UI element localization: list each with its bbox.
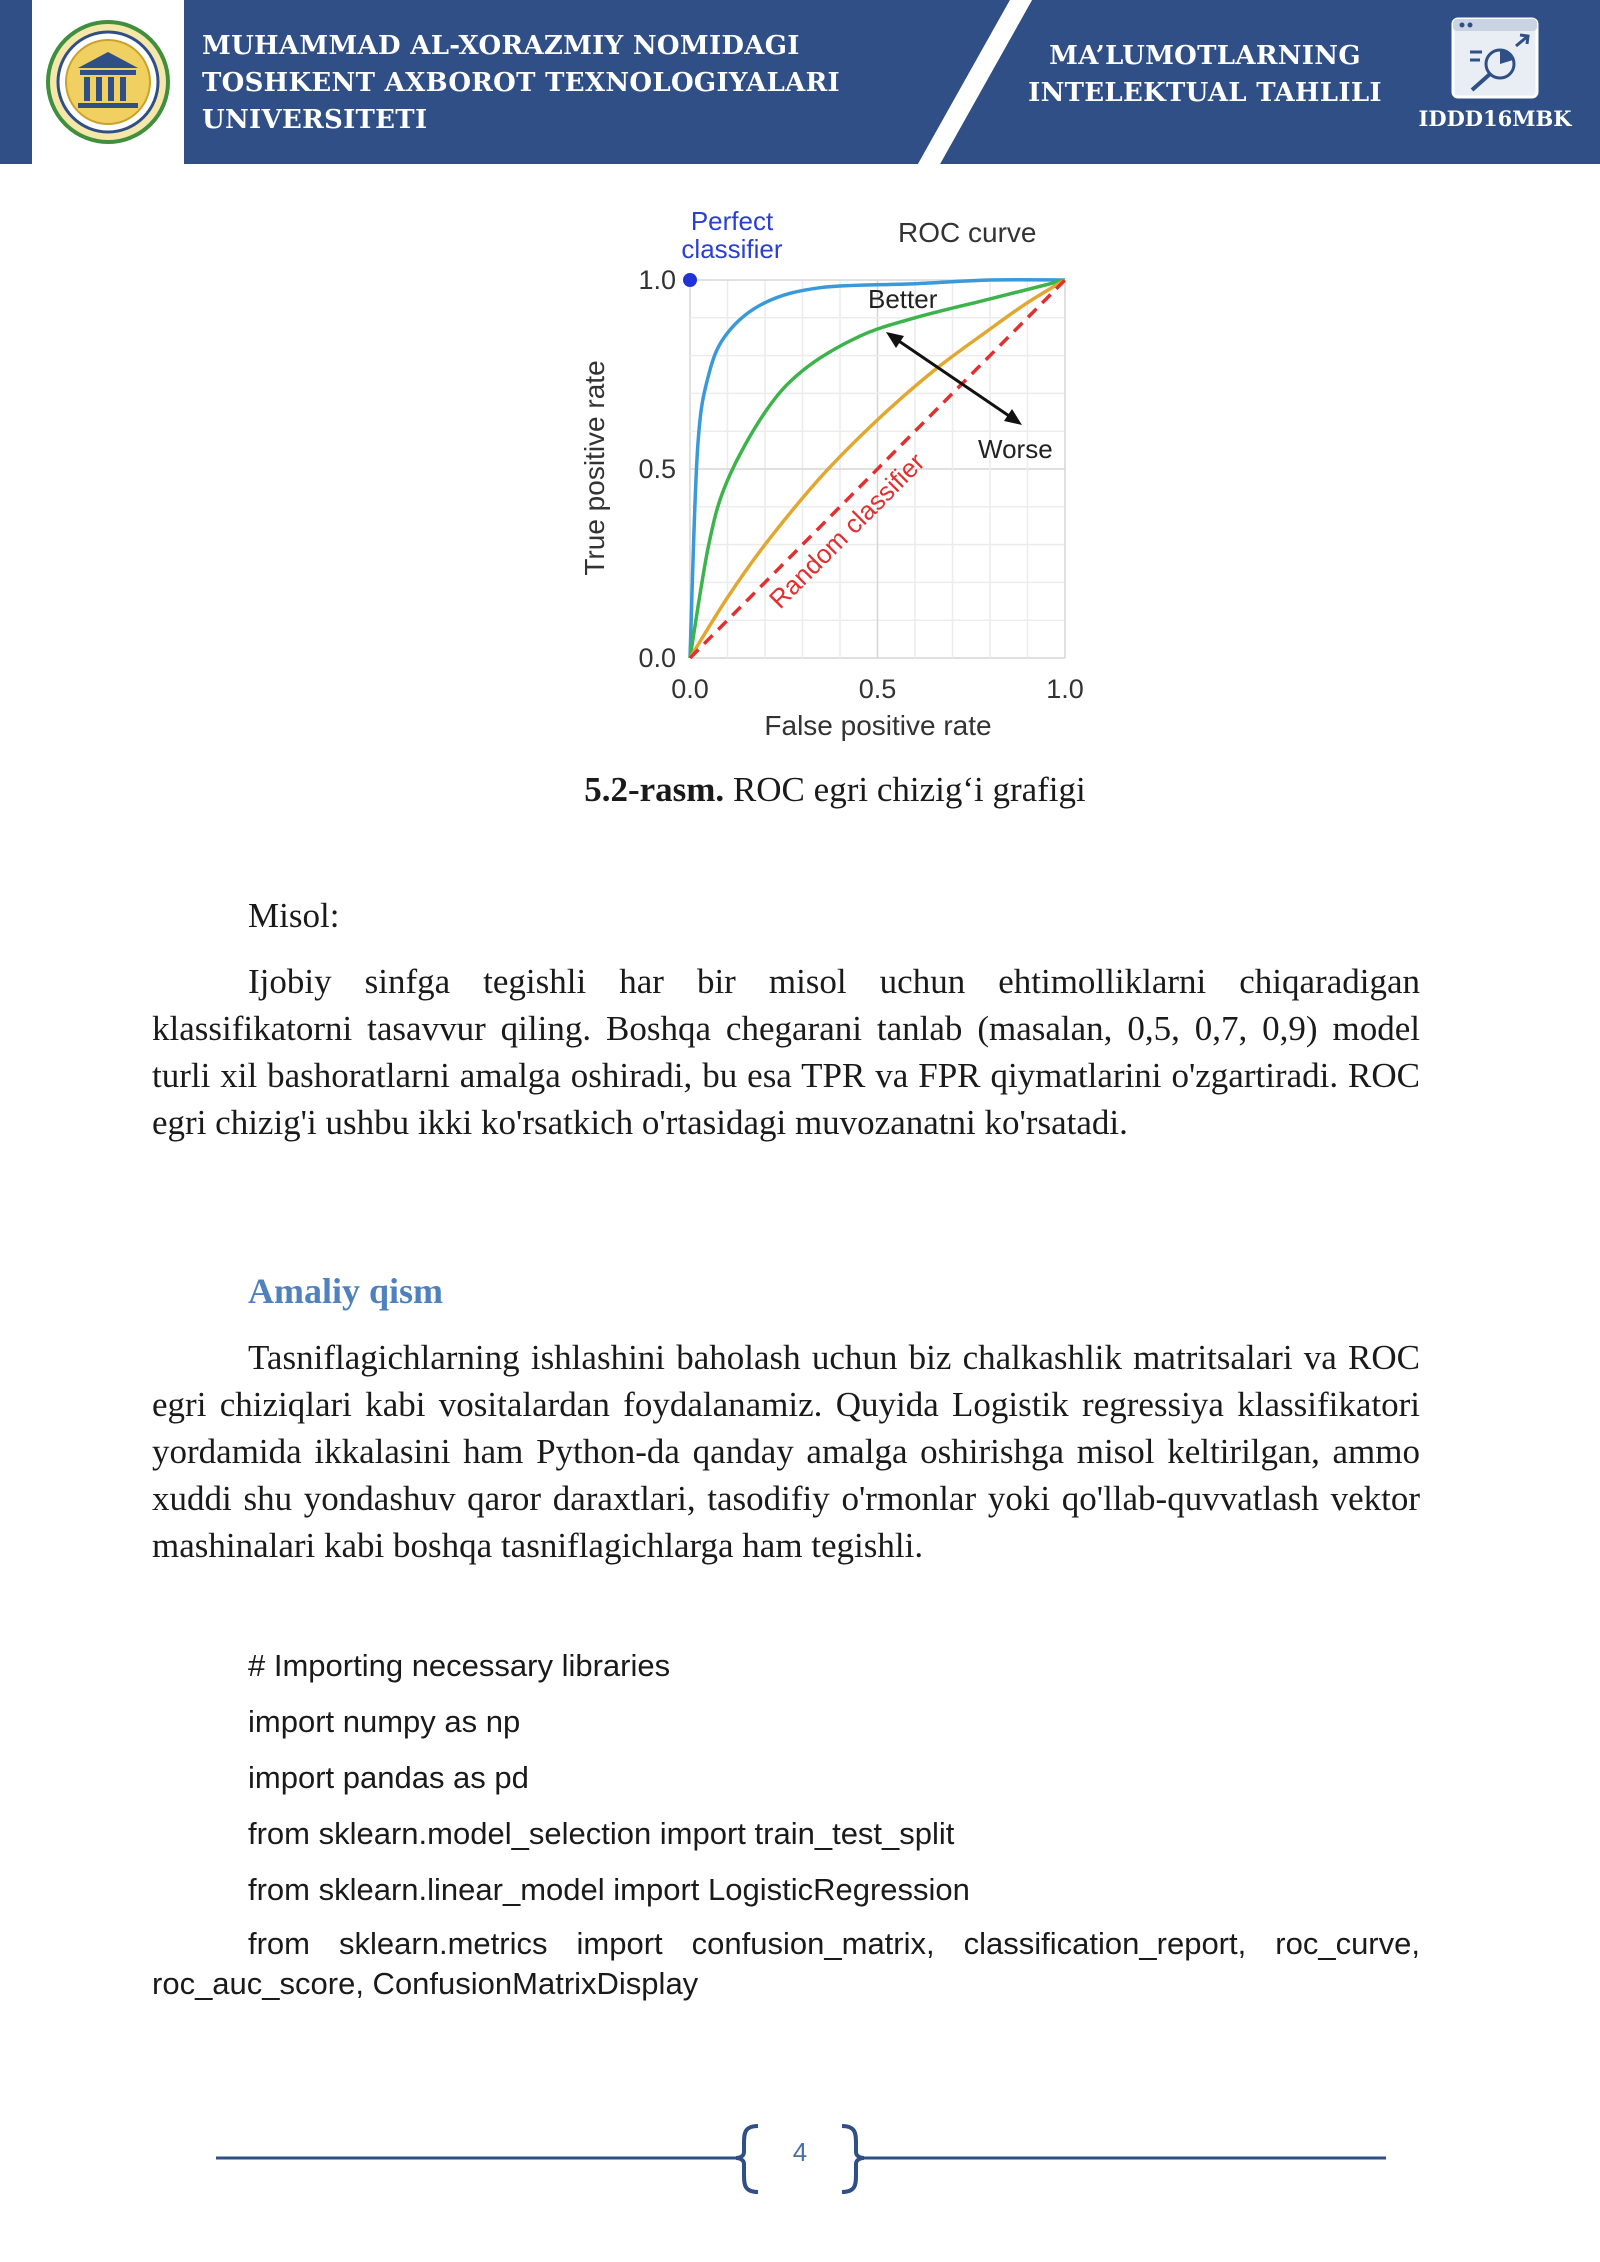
better-label: Better (868, 284, 938, 314)
university-name-line: MUHAMMAD AL-XORAZMIY NOMIDAGI (202, 31, 800, 61)
perfect-classifier-point (683, 273, 697, 287)
code-line: # Importing necessary libraries (248, 1648, 671, 1683)
x-tick-label: 0.5 (858, 674, 897, 704)
figure-caption-text: ROC egri chizig‘i grafigi (724, 770, 1086, 809)
perfect-classifier-label-line1: Perfect (690, 206, 774, 236)
random-classifier-label: Random classifier (763, 446, 931, 615)
perfect-classifier-label-line2: classifier (681, 234, 783, 264)
university-name-line: TOSHKENT AXBOROT TEXNOLOGIYALARI (202, 68, 840, 98)
university-name (202, 28, 862, 139)
code-line-wrapped: from sklearn.metrics import confusion_matrix, classification_report, roc_curve, roc_auc_score, ConfusionMatrixDisplay (152, 1926, 1420, 2001)
course-title (1020, 38, 1390, 112)
x-axis-label: False positive rate (764, 710, 992, 741)
chart-series (683, 273, 1065, 658)
example-paragraph: Ijobiy sinfga tegishli har bir misol uchun ehtimolliklarni chiqaradigan klassifikatorni tasavvur qiling. Boshqa chegarani tanlab (masalan, 0,5, 0,7, 0,9) model turli xil bashoratlarni amalga oshiradi, bu esa TPR va FPR qiymatlarini o'zgartiradi. ROC egri chizig'i ushbu ikki ko'rsatkich o'rtasidagi muvozanatni ko'rsatadi. (152, 962, 1420, 1142)
page-header (0, 0, 1600, 164)
roc-curve-chart (560, 200, 1100, 760)
worse-label: Worse (978, 434, 1053, 464)
practical-paragraph: Tasniflagichlarning ishlashini baholash uchun biz chalkashlik matritsalari va ROC egri chiziqlari kabi vositalardan foydalanamiz. Quyida Logistik regressiya klassifikatori yordamida ikkalasini ham Python-da qanday amalga oshirishga misol keltirilgan, ammo xuddi shu yondashuv qaror daraxtlari, tasodifiy o'rmonlar yoki qo'llab-quvvatlash vektor mashinalari kabi boshqa tasniflagichlarga ham tegishli. (152, 1338, 1420, 1565)
course-title-line: MA’LUMOTLARNING (1049, 41, 1361, 71)
figure-caption (0, 770, 1600, 810)
code-line: from sklearn.model_selection import train_test_split (248, 1816, 955, 1851)
course-title-line: INTELEKTUAL TAHLILI (1028, 78, 1382, 108)
code-line: import pandas as pd (248, 1760, 529, 1795)
y-tick-label: 0.5 (638, 454, 676, 484)
university-name-line: UNIVERSITETI (202, 105, 428, 135)
y-tick-label: 0.0 (638, 643, 676, 673)
code-line: from sklearn.linear_model import LogisticRegression (248, 1872, 970, 1907)
data-analysis-window-icon (1450, 16, 1540, 102)
code-line: import numpy as np (248, 1704, 521, 1739)
chart-title: ROC curve (898, 217, 1037, 248)
y-tick-label: 1.0 (638, 265, 676, 295)
y-axis-label: True positive rate (579, 360, 610, 576)
page-number: 4 (792, 2137, 808, 2167)
university-logo (32, 0, 184, 164)
x-tick-label: 0.0 (671, 674, 709, 704)
course-code: IDDD16MBK (1418, 106, 1572, 131)
x-tick-label: 1.0 (1046, 674, 1084, 704)
university-seal-icon (44, 18, 172, 146)
figure-caption-number: 5.2-rasm. (584, 770, 725, 809)
section-heading: Amaliy qism (248, 1271, 444, 1311)
example-label: Misol: (248, 896, 340, 935)
